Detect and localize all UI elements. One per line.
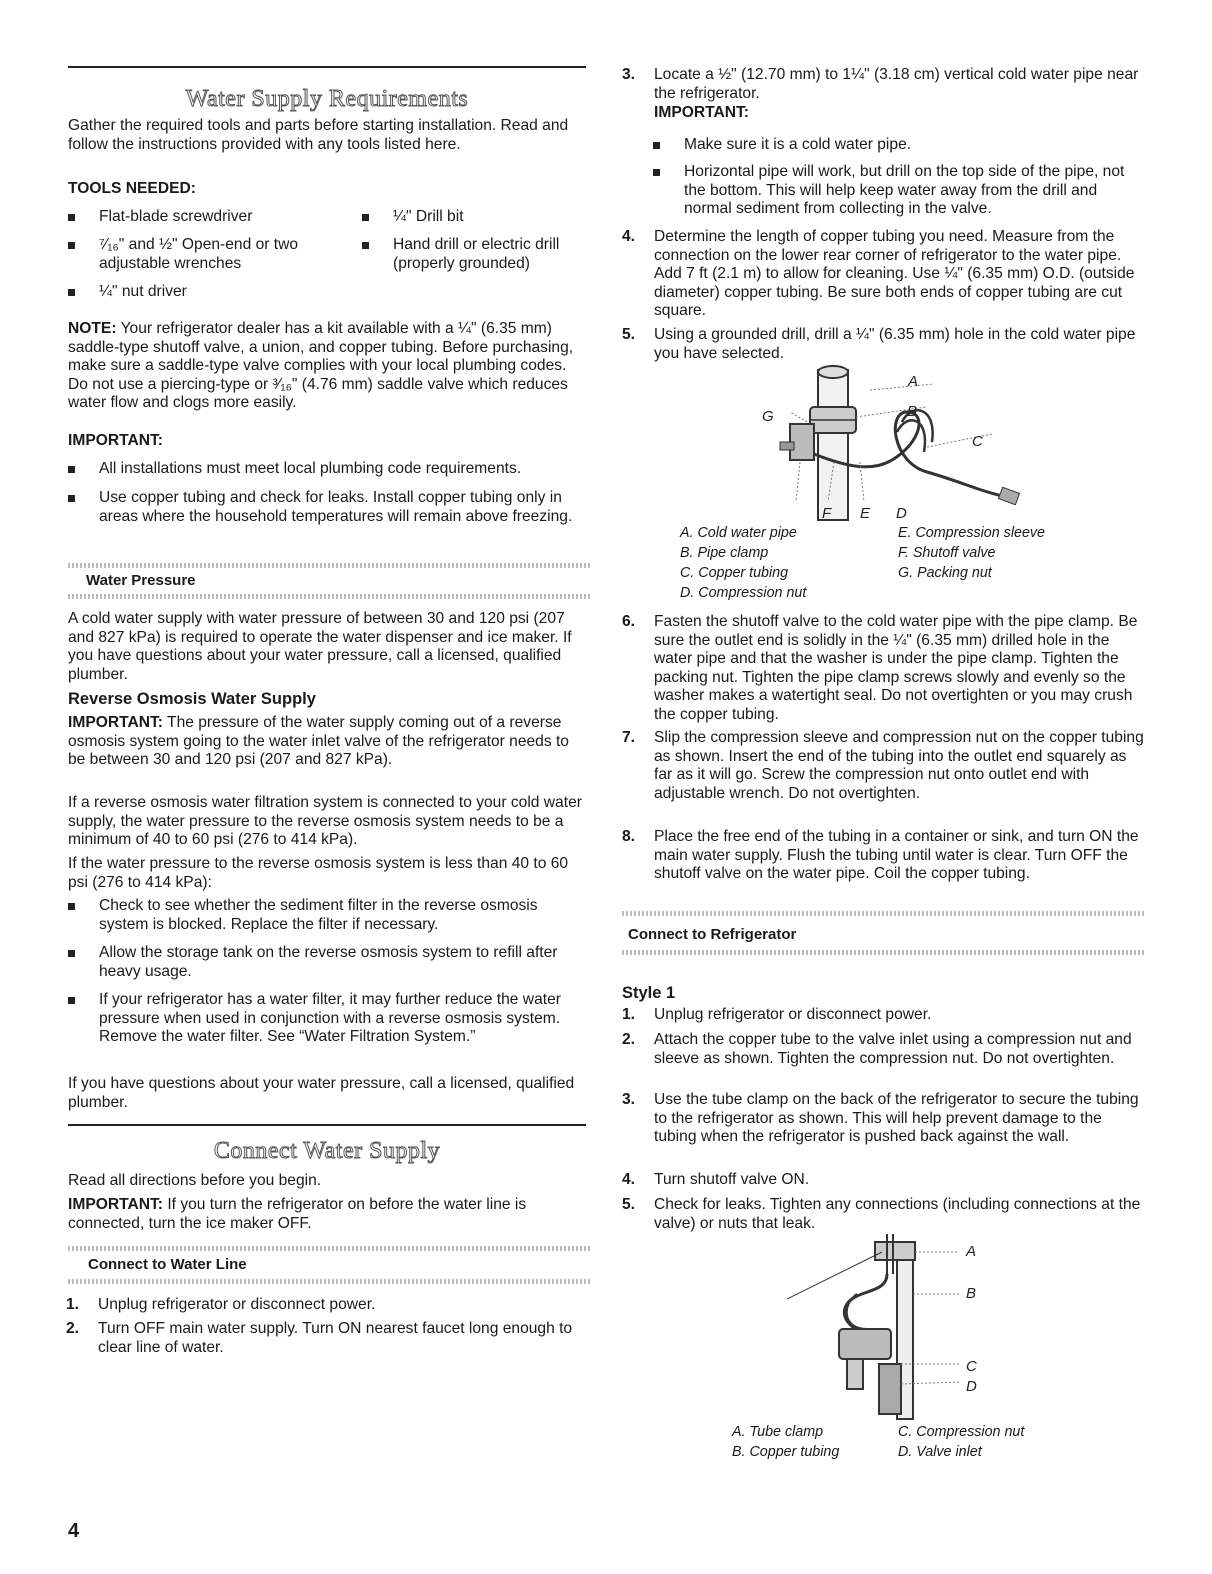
important-item: Horizontal pipe will work, but drill on the top side of the pipe, not the bottom. This will help keep water away from the drill and normal sediment from collecting in the valve. — [684, 163, 1146, 219]
step: 7. Slip the compression sleeve and compression nut on the copper tubing as shown. Insert the end of the tubing into the outlet end squarely as far as it will go. Screw the compression nut onto outlet end with adjustable wrench. Do not overtighten. — [622, 729, 1144, 802]
ro-paragraph: If a reverse osmosis water filtration system is connected to your cold water supply, the water pressure to the reverse osmosis system needs to be a minimum of 40 to 60 psi (276 to 414 kPa). — [68, 794, 582, 848]
step: 6. Fasten the shutoff valve to the cold water pipe with the pipe clamp. Be sure the outlet end is solidly in the ¼" (6.35 mm) drilled hole in the water pipe and that the washer is under the pipe clamp. Tighten the packing nut. Tighten the pipe clamp screws slowly and evenly so the washer makes a watertight seal. Do not overtighten or you may crush the copper tubing. — [622, 613, 1138, 723]
important-heading: IMPORTANT: — [68, 432, 163, 449]
figure-caption: C. Copper tubing — [680, 565, 789, 581]
shutoff-valve-illustration — [752, 362, 1052, 527]
figure-caption: A. Cold water pipe — [680, 525, 797, 541]
note-text: Your refrigerator dealer has a kit available with a ¼" (6.35 mm) saddle-type shutoff valve, a union, and copper tubing. Before purchasing, make sure a saddle-type valve complies with your local plumbing codes. Do not use a piercing-type or ³⁄₁₆" (4.76 mm) saddle valve which reduces water flow and clogs more easily. — [68, 320, 574, 411]
step: 1. Unplug refrigerator or disconnect power. — [66, 1296, 376, 1313]
subsection-divider — [68, 1246, 590, 1251]
step: 5. Using a grounded drill, drill a ¼" (6.35 mm) hole in the cold water pipe you have selected. — [622, 326, 1136, 362]
figure-letter: A — [908, 373, 919, 390]
tool-item: Flat-blade screwdriver — [99, 208, 339, 227]
figure-letter: C — [966, 1358, 977, 1375]
subsection-divider — [622, 911, 1146, 916]
important-item: All installations must meet local plumbing code requirements. — [99, 460, 586, 479]
cws-intro: Read all directions before you begin. — [68, 1172, 322, 1189]
style-heading: Style 1 — [622, 984, 676, 1002]
cold-water-pipe — [818, 370, 848, 520]
water-line-heading: Connect to Water Line — [88, 1256, 247, 1273]
step: 4. Determine the length of copper tubing you need. Measure from the connection on the lower rear corner of refrigerator to the water pipe. Add 7 ft (2.1 m) to allow for cleaning. Use ¼" (6.35 mm) O.D. (outside diameter) copper tubing. Be sure both ends of copper tubing are cut square. — [622, 228, 1135, 319]
step: 8. Place the free end of the tubing in a container or sink, and turn ON the main water supply. Flush the tubing until water is clear. Turn OFF the shutoff valve on the water pipe. Coil the copper tubing. — [622, 828, 1139, 882]
figure-caption: C. Compression nut — [898, 1424, 1025, 1440]
figure-letter: B — [907, 403, 918, 420]
figure-letter: E — [860, 505, 871, 522]
ro-bullet: If your refrigerator has a water filter, it may further reduce the water pressure when used in conjunction with a reverse osmosis system. Remove the water filter. See “Water Filtration System.” — [99, 991, 586, 1047]
figure-caption: E. Compression sleeve — [898, 525, 1046, 541]
valve-inlet-illustration — [787, 1234, 977, 1424]
note-label: NOTE: — [68, 320, 117, 337]
ro-important-text: The pressure of the water supply coming out of a reverse osmosis system going to the water inlet valve of the refrigerator needs to be between 30 and 120 psi (207 and 827 kPa). — [68, 714, 569, 768]
water-pressure-heading: Water Pressure — [86, 572, 196, 589]
wsr-intro: Gather the required tools and parts before starting installation. Read and follow the instructions provided with any tools listed here. — [68, 117, 569, 153]
ro-bullet: Check to see whether the sediment filter in the reverse osmosis system is blocked. Replace the filter if necessary. — [99, 897, 586, 934]
cws-important — [68, 1196, 586, 1233]
compression-nut — [998, 487, 1019, 504]
compression-nut — [847, 1359, 863, 1389]
figure-letter: D — [966, 1378, 977, 1395]
subsection-divider — [622, 950, 1146, 955]
ro-important — [68, 714, 586, 770]
subsection-divider — [68, 563, 590, 568]
section-rule — [68, 1124, 586, 1126]
figure-letter: C — [972, 433, 983, 450]
page-number: 4 — [68, 1520, 80, 1542]
section-title-connect-water-supply: Connect Water Supply — [213, 1138, 441, 1164]
section-rule — [68, 66, 586, 68]
tool-item: ¼" Drill bit — [393, 208, 588, 227]
figure-letter: B — [966, 1285, 977, 1302]
subsection-divider — [68, 594, 590, 599]
figure-letter: A — [966, 1243, 977, 1260]
step: 5. Check for leaks. Tighten any connections (including connections at the valve) or nuts that leak. — [622, 1196, 1141, 1232]
copper-tube — [844, 1274, 887, 1334]
figure-caption: B. Copper tubing — [732, 1444, 840, 1460]
tools-heading: TOOLS NEEDED: — [68, 180, 196, 197]
wp-closing: If you have questions about your water pressure, call a licensed, qualified plumber. — [68, 1075, 575, 1111]
water-pressure-text: A cold water supply with water pressure of between 30 and 120 psi (207 and 827 kPa) is required to operate the water dispenser and ice maker. If you have questions about your water pressure, call a licensed, qualified plumber. — [68, 610, 572, 683]
important-heading: IMPORTANT: — [654, 104, 749, 121]
figure-caption: F. Shutoff valve — [898, 545, 996, 561]
tool-item: ⁷⁄₁₆" and ½" Open-end or two adjustable wrenches — [99, 236, 349, 273]
figure-letter: G — [762, 408, 774, 425]
wsr-note — [68, 320, 586, 413]
step: 2. Turn OFF main water supply. Turn ON nearest faucet long enough to clear line of water. — [66, 1320, 573, 1356]
figure-letter: F — [822, 505, 832, 522]
figure-caption: G. Packing nut — [898, 565, 992, 581]
figure-caption: B. Pipe clamp — [680, 545, 769, 561]
section-title-water-supply-requirements: Water Supply Requirements — [185, 86, 469, 112]
step: 3. Use the tube clamp on the back of the refrigerator to secure the tubing to the refrigerator as shown. This will help prevent damage to the tubing when the refrigerator is pushed back against the wall. — [622, 1091, 1139, 1145]
connect-refrigerator-heading: Connect to Refrigerator — [628, 926, 797, 943]
tool-item: ¼" nut driver — [99, 283, 339, 302]
ro-bullet: Allow the storage tank on the reverse osmosis system to refill after heavy usage. — [99, 944, 586, 981]
figure-caption: D. Compression nut — [680, 585, 807, 601]
ro-paragraph: If the water pressure to the reverse osmosis system is less than 40 to 60 psi (276 to 414 kPa): — [68, 855, 569, 891]
figure-caption: A. Tube clamp — [732, 1424, 824, 1440]
step: 2. Attach the copper tube to the valve inlet using a compression nut and sleeve as shown. Tighten the compression nut. Do not overtighten. — [622, 1031, 1132, 1067]
tool-item: Hand drill or electric drill (properly grounded) — [393, 236, 588, 273]
figure-letter: D — [896, 505, 907, 522]
step: 1. Unplug refrigerator or disconnect power. — [622, 1006, 932, 1023]
valve-inlet — [879, 1364, 901, 1414]
tube-clamp — [875, 1242, 915, 1260]
cws-important-text: If you turn the refrigerator on before the water line is connected, turn the ice maker OFF. — [68, 1196, 527, 1232]
subsection-divider — [68, 1279, 590, 1284]
step: 3. Locate a ½" (12.70 mm) to 1¼" (3.18 cm) vertical cold water pipe near the refrigerator. — [622, 66, 1139, 102]
cws-important-label: IMPORTANT: — [68, 1196, 163, 1213]
ro-important-label: IMPORTANT: — [68, 714, 163, 731]
figure-caption: D. Valve inlet — [898, 1444, 982, 1460]
important-item: Use copper tubing and check for leaks. Install copper tubing only in areas where the household temperatures will remain above freezing. — [99, 489, 586, 526]
reverse-osmosis-heading: Reverse Osmosis Water Supply — [68, 690, 316, 708]
important-item: Make sure it is a cold water pipe. — [684, 136, 1146, 155]
step: 4. Turn shutoff valve ON. — [622, 1171, 810, 1188]
water-valve — [839, 1329, 891, 1359]
